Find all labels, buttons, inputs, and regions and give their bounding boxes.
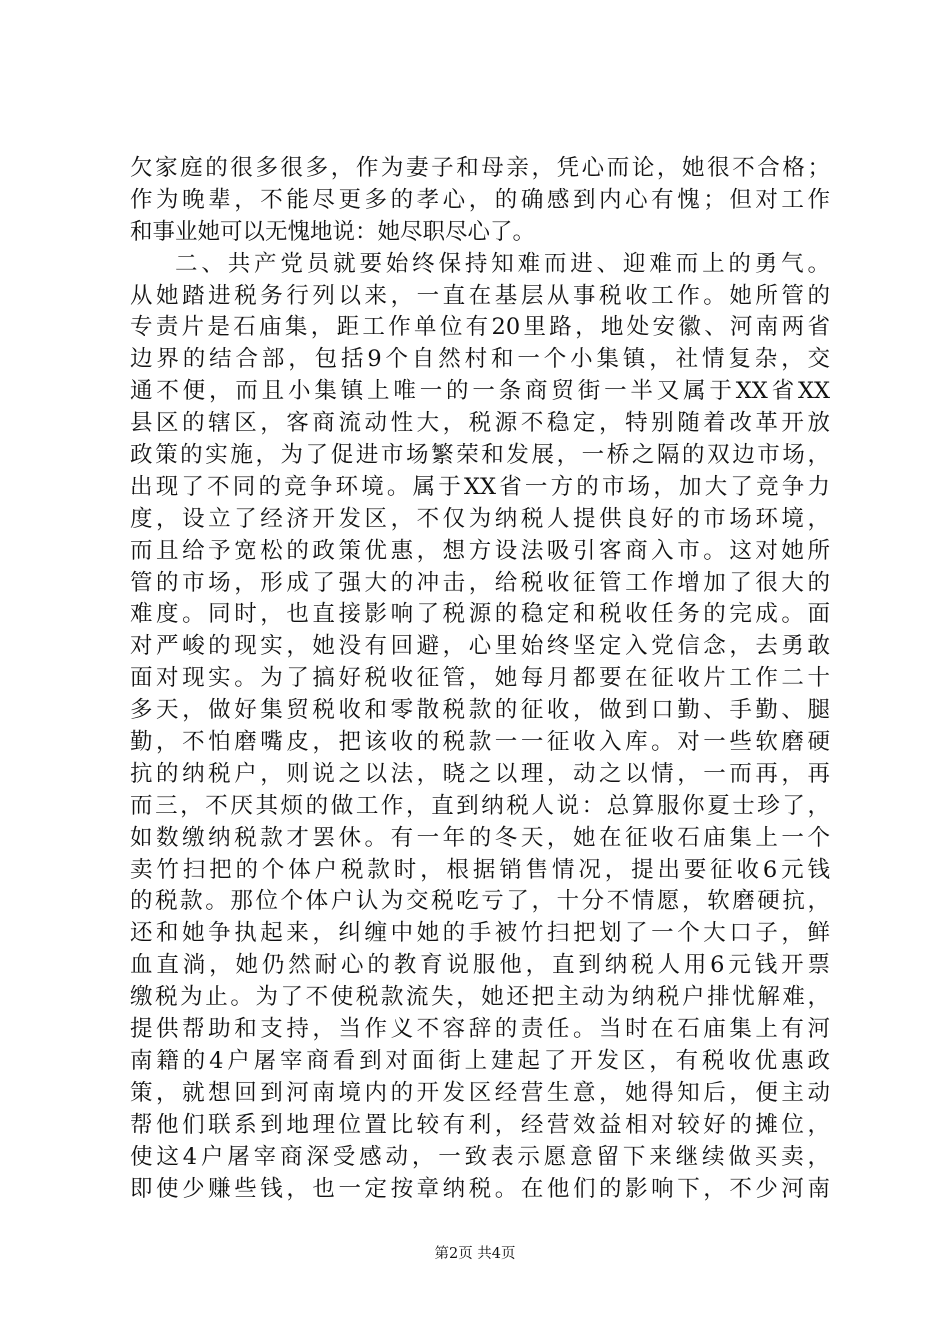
text-line: 县区的辖区，客商流动性大，税源不稳定，特别随着改革开放 [130, 410, 830, 437]
text-line: 通不便，而且小集镇上唯一的一条商贸街一半又属于XX省XX [130, 378, 830, 405]
text-line: 从她踏进税务行列以来，一直在基层从事税收工作。她所管的 [130, 282, 830, 309]
text-line: 多天，做好集贸税收和零散税款的征收，做到口勤、手勤、腿 [130, 697, 830, 724]
text-line: 出现了不同的竞争环境。属于XX省一方的市场，加大了竞争力 [130, 473, 830, 500]
text-line: 即使少赚些钱，也一定按章纳税。在他们的影响下，不少河南 [130, 1175, 830, 1202]
body-text [130, 153, 830, 1205]
text-line: 提供帮助和支持，当作义不容辞的责任。当时在石庙集上有河 [130, 1016, 830, 1043]
section-heading-line: 二、共产党员就要始终保持知难而进、迎难而上的勇气。 [175, 250, 830, 277]
text-line: 度，设立了经济开发区，不仅为纳税人提供良好的市场环境， [130, 505, 830, 532]
text-line: 作为晚辈，不能尽更多的孝心，的确感到内心有愧；但对工作 [130, 186, 830, 213]
text-line: 边界的结合部，包括9个自然村和一个小集镇，社情复杂，交 [130, 346, 830, 373]
text-line: 策，就想回到河南境内的开发区经营生意，她得知后，便主动 [130, 1079, 830, 1106]
text-line: 而且给予宽松的政策优惠，想方设法吸引客商入市。这对她所 [130, 537, 830, 564]
text-line: 使这4户屠宰商深受感动，一致表示愿意留下来继续做买卖， [130, 1143, 830, 1170]
text-line: 难度。同时，也直接影响了税源的稳定和税收任务的完成。面 [130, 601, 830, 628]
text-line: 如数缴纳税款才罢休。有一年的冬天，她在征收石庙集上一个 [130, 824, 830, 851]
text-line: 南籍的4户屠宰商看到对面街上建起了开发区，有税收优惠政 [130, 1047, 830, 1074]
text-line: 缴税为止。为了不使税款流失，她还把主动为纳税户排忧解难， [130, 984, 830, 1011]
text-line: 抗的纳税户，则说之以法，晓之以理，动之以情，一而再，再 [130, 760, 830, 787]
text-line: 血直淌，她仍然耐心的教育说服他，直到纳税人用6元钱开票 [130, 952, 830, 979]
text-line: 面对现实。为了搞好税收征管，她每月都要在征收片工作二十 [130, 665, 830, 692]
text-line: 勤，不怕磨嘴皮，把该收的税款一一征收入库。对一些软磨硬 [130, 729, 830, 756]
text-line: 而三，不厌其烦的做工作，直到纳税人说：总算服你夏士珍了， [130, 792, 830, 819]
text-line: 专责片是石庙集，距工作单位有20里路，地处安徽、河南两省 [130, 314, 830, 341]
text-line: 对严峻的现实，她没有回避，心里始终坚定入党信念，去勇敢 [130, 633, 830, 660]
page-number-footer: 第2页 共4页 [434, 1246, 516, 1262]
text-line: 和事业她可以无愧地说：她尽职尽心了。 [130, 218, 536, 245]
text-line: 的税款。那位个体户认为交税吃亏了，十分不情愿，软磨硬抗， [130, 888, 830, 915]
text-line: 还和她争执起来，纠缠中她的手被竹扫把划了一个大口子，鲜 [130, 920, 830, 947]
text-line: 政策的实施，为了促进市场繁荣和发展，一桥之隔的双边市场， [130, 442, 830, 469]
text-line: 欠家庭的很多很多，作为妻子和母亲，凭心而论，她很不合格； [130, 155, 830, 181]
text-line: 管的市场，形成了强大的冲击，给税收征管工作增加了很大的 [130, 569, 830, 596]
text-line: 帮他们联系到地理位置比较有利，经营效益相对较好的摊位， [130, 1111, 830, 1138]
text-line: 卖竹扫把的个体户税款时，根据销售情况，提出要征收6元钱 [130, 856, 830, 883]
